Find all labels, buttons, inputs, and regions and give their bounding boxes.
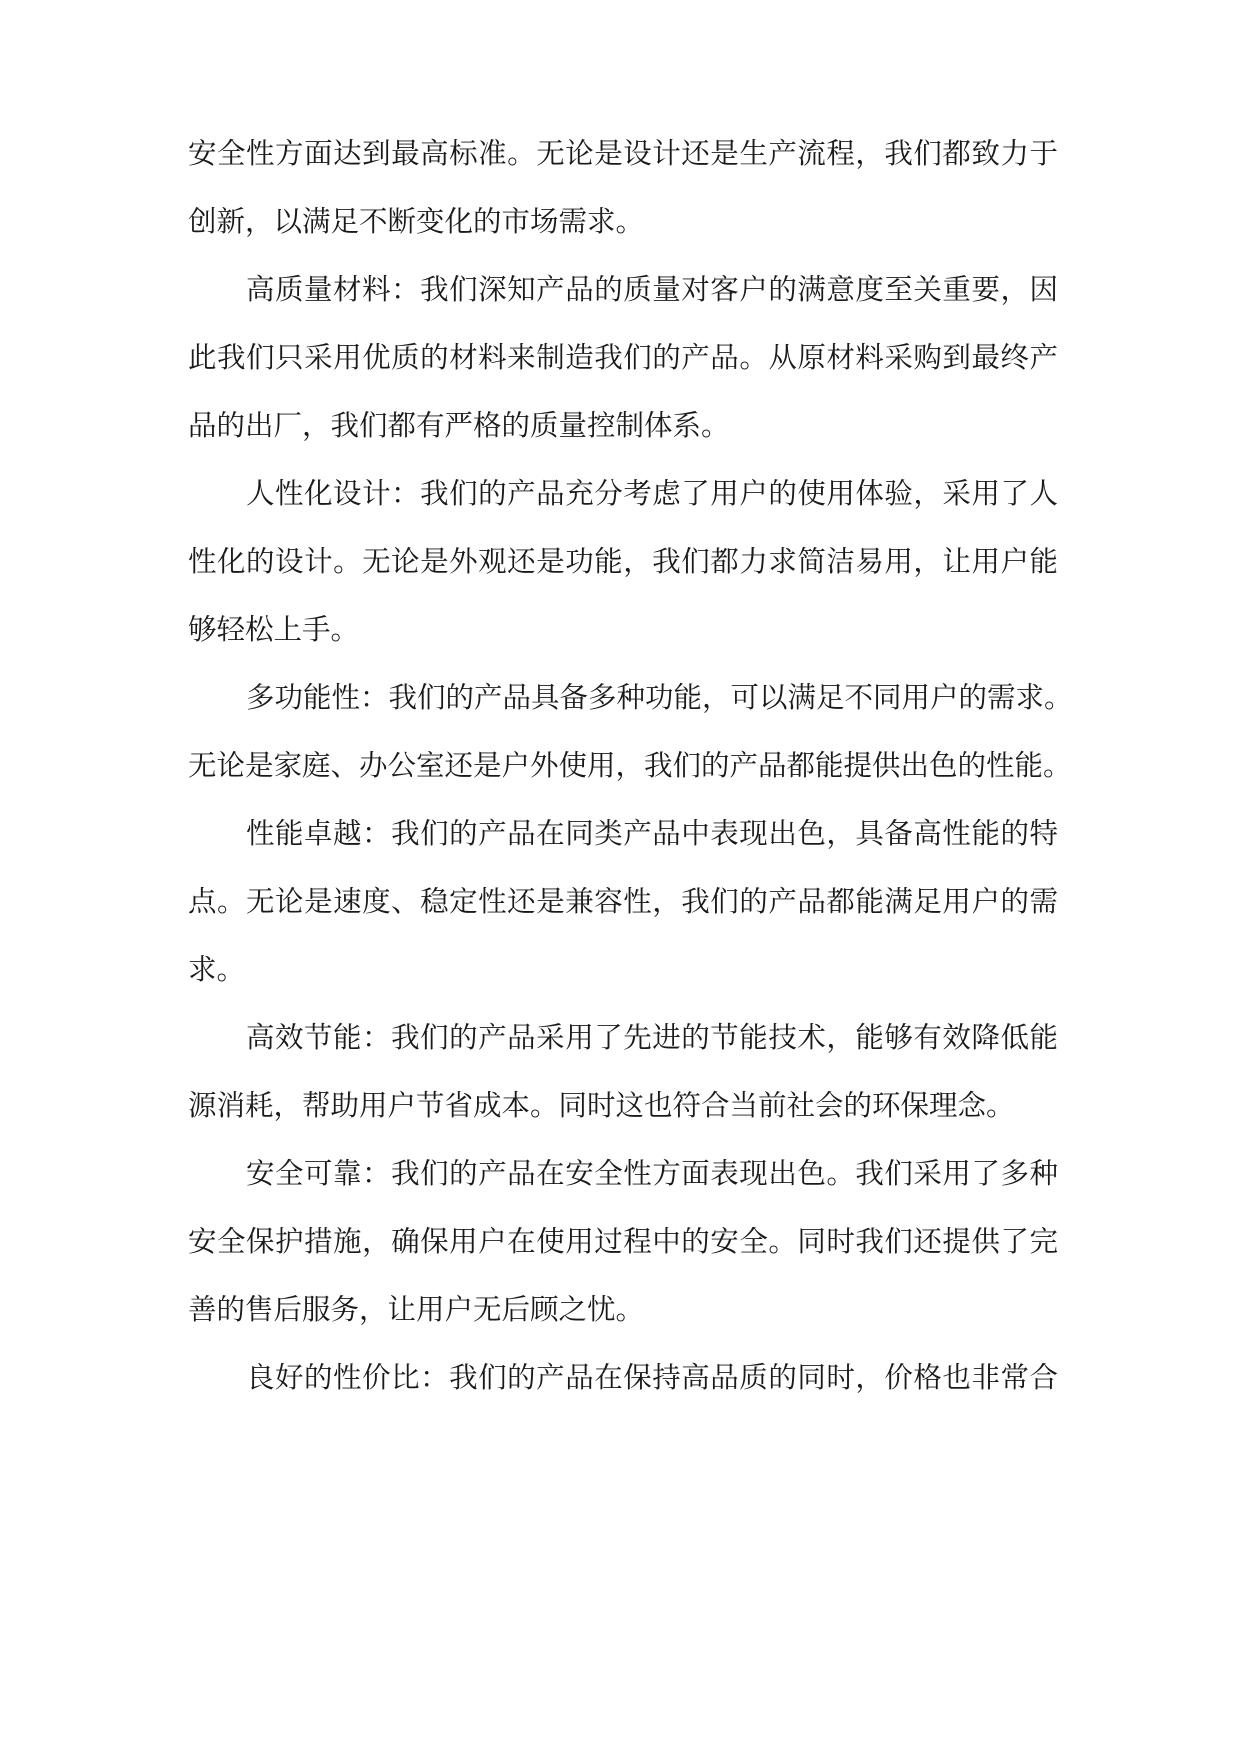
text-line: 无论是家庭、办公室还是户外使用，我们的产品都能提供出色的性能。 bbox=[188, 749, 1072, 782]
text-line: 多功能性：我们的产品具备多种功能，可以满足不同用户的需求。 bbox=[246, 681, 1073, 714]
text-line: 安全可靠：我们的产品在安全性方面表现出色。我们采用了多种 bbox=[246, 1157, 1058, 1190]
text-line: 高效节能：我们的产品采用了先进的节能技术，能够有效降低能 bbox=[246, 1021, 1058, 1054]
text-line: 性能卓越：我们的产品在同类产品中表现出色，具备高性能的特 bbox=[246, 817, 1058, 850]
text-line: 源消耗，帮助用户节省成本。同时这也符合当前社会的环保理念。 bbox=[188, 1089, 1015, 1122]
text-line: 善的售后服务，让用户无后顾之忧。 bbox=[188, 1293, 645, 1326]
text-line: 安全性方面达到最高标准。无论是设计还是生产流程，我们都致力于 bbox=[188, 137, 1058, 170]
text-line: 高质量材料：我们深知产品的质量对客户的满意度至关重要，因 bbox=[246, 273, 1058, 306]
text-line: 点。无论是速度、稳定性还是兼容性，我们的产品都能满足用户的需 bbox=[188, 885, 1058, 918]
text-line: 创新，以满足不断变化的市场需求。 bbox=[188, 205, 645, 238]
text-line: 人性化设计：我们的产品充分考虑了用户的使用体验，采用了人 bbox=[246, 477, 1058, 510]
text-line: 求。 bbox=[188, 953, 246, 986]
text-line: 够轻松上手。 bbox=[188, 613, 360, 646]
text-line: 良好的性价比：我们的产品在保持高品质的同时，价格也非常合 bbox=[246, 1361, 1058, 1394]
text-line: 品的出厂，我们都有严格的质量控制体系。 bbox=[188, 409, 730, 442]
text-line: 性化的设计。无论是外观还是功能，我们都力求简洁易用，让用户能 bbox=[188, 545, 1058, 578]
text-line: 此我们只采用优质的材料来制造我们的产品。从原材料采购到最终产 bbox=[188, 341, 1058, 374]
text-line: 安全保护措施，确保用户在使用过程中的安全。同时我们还提供了完 bbox=[188, 1225, 1058, 1258]
